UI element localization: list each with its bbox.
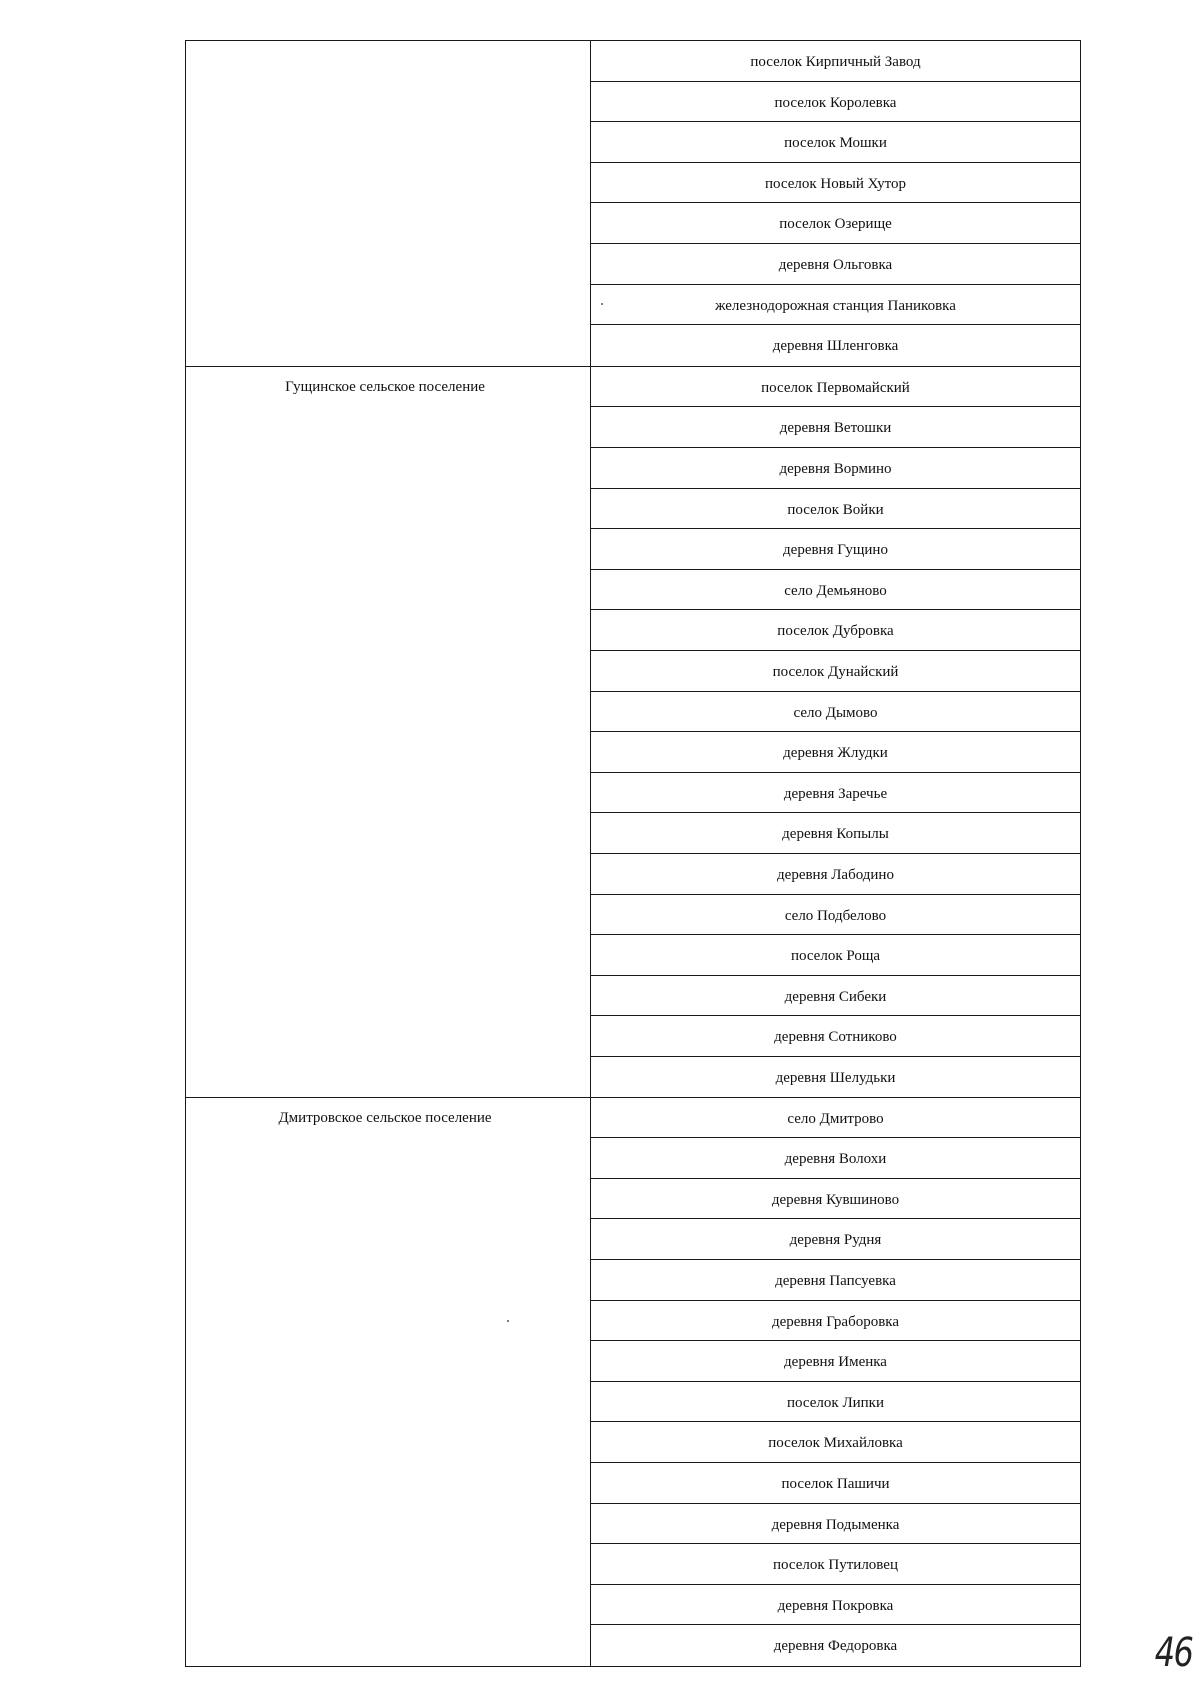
locality-row: деревня Папсуевка xyxy=(591,1260,1080,1301)
settlement-name: Дмитровское сельское поселение xyxy=(278,1109,492,1126)
locality-row: деревня Ветошки xyxy=(591,407,1080,448)
locality-row: поселок Озерище xyxy=(591,203,1080,244)
localities-list xyxy=(591,1098,1080,1666)
locality-row: поселок Путиловец xyxy=(591,1544,1080,1585)
locality-row: поселок Кирпичный Завод xyxy=(591,41,1080,82)
locality-row: поселок Михайловка xyxy=(591,1422,1080,1463)
locality-row: деревня Ольговка xyxy=(591,244,1080,285)
locality-row: деревня Заречье xyxy=(591,773,1080,814)
locality-row: деревня Сотниково xyxy=(591,1016,1080,1057)
locality-row: село Демьяново xyxy=(591,570,1080,611)
locality-row: деревня Шленговка xyxy=(772,338,899,355)
locality-row: деревня Жлудки xyxy=(591,732,1080,773)
locality-row: деревня Подыменка xyxy=(591,1504,1080,1545)
locality-row: деревня Покровка xyxy=(591,1585,1080,1626)
locality-row: поселок Пашичи xyxy=(591,1463,1080,1504)
locality-row: деревня Федоровка xyxy=(773,1638,898,1655)
locality-row: деревня Лабодино xyxy=(591,854,1080,895)
locality-row: деревня Гущино xyxy=(591,529,1080,570)
locality-row: село Подбелово xyxy=(591,895,1080,936)
settlements-table xyxy=(185,40,1081,1667)
settlement-section xyxy=(186,1097,1080,1666)
page-number: 46 xyxy=(1154,1630,1193,1676)
scan-speck xyxy=(507,1320,509,1322)
locality-row: деревня Именка xyxy=(591,1341,1080,1382)
locality-row: деревня Вормино xyxy=(591,448,1080,489)
locality-row: поселок Мошки xyxy=(591,122,1080,163)
localities-list xyxy=(591,367,1080,1098)
settlement-section xyxy=(186,41,1080,366)
locality-row: деревня Шелудьки xyxy=(775,1069,896,1086)
locality-row: деревня Кувшиново xyxy=(591,1179,1080,1220)
locality-row: поселок Новый Хутор xyxy=(591,163,1080,204)
locality-row: поселок Дунайский xyxy=(591,651,1080,692)
locality-row: село Дымово xyxy=(591,692,1080,733)
locality-row: село Дмитрово xyxy=(591,1098,1080,1139)
settlement-name: Гущинское сельское поселение xyxy=(285,378,485,395)
locality-row: поселок Королевка xyxy=(591,82,1080,123)
locality-row: поселок Роща xyxy=(591,935,1080,976)
locality-row: деревня Копылы xyxy=(591,813,1080,854)
settlement-section xyxy=(186,366,1080,1098)
locality-row: деревня Рудня xyxy=(591,1219,1080,1260)
locality-row: поселок Дубровка xyxy=(591,610,1080,651)
locality-row: поселок Войки xyxy=(591,489,1080,530)
locality-row: железнодорожная станция Паниковка xyxy=(591,285,1080,326)
locality-row: деревня Сибеки xyxy=(591,976,1080,1017)
locality-row: деревня Волохи xyxy=(591,1138,1080,1179)
locality-row: поселок Липки xyxy=(591,1382,1080,1423)
scan-speck xyxy=(601,303,603,305)
locality-row: деревня Граборовка xyxy=(591,1301,1080,1342)
localities-list xyxy=(591,41,1080,366)
locality-row: поселок Первомайский xyxy=(591,367,1080,408)
